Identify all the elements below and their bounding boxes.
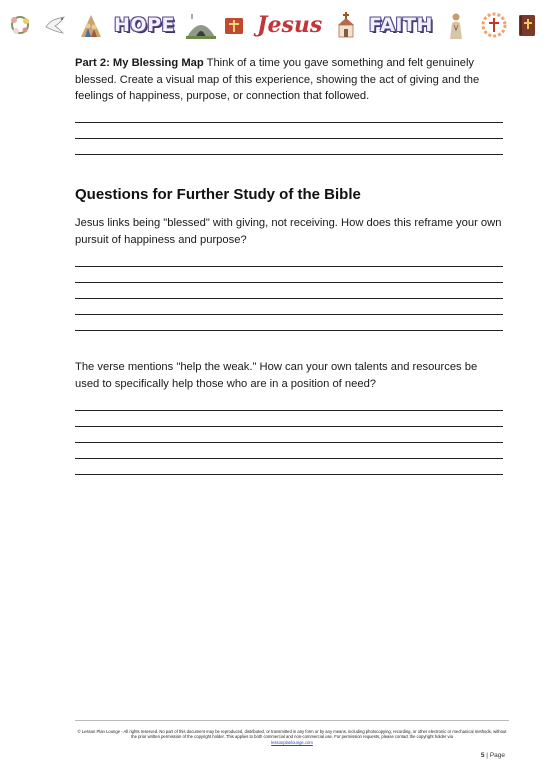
answer-line[interactable] — [75, 474, 503, 475]
part2-paragraph — [75, 55, 503, 105]
footer-copyright — [75, 729, 509, 745]
jesus-word-art: Jesus — [257, 12, 323, 38]
answer-line[interactable] — [75, 314, 503, 315]
answer-line[interactable] — [75, 266, 503, 267]
answer-line[interactable] — [75, 298, 503, 299]
page-label: Page — [489, 752, 505, 759]
section-title: Questions for Further Study of the Bible — [75, 186, 361, 203]
answer-line[interactable] — [75, 442, 503, 443]
dove-icon — [43, 9, 67, 41]
part2-heading: Part 2: My Blessing Map — [75, 57, 204, 69]
section-title-block — [75, 186, 503, 204]
question-1-answer-lines — [75, 266, 503, 331]
answer-line[interactable] — [75, 122, 503, 123]
answer-line[interactable] — [75, 154, 503, 155]
question-2-block — [75, 359, 503, 392]
nativity-icon — [79, 9, 103, 41]
holy-bible-icon — [515, 9, 539, 41]
question-1-block — [75, 215, 503, 248]
footer-divider — [75, 720, 509, 721]
part2-block — [75, 55, 503, 105]
question-1-text: Jesus links being "blessed" with giving, not receiving. How does this reframe your own pursuit of happiness and purpose? — [75, 217, 502, 246]
tomb-icon — [186, 9, 210, 41]
page-number-value: 5 — [480, 752, 485, 759]
copyright-text: © Lesson Plan Lounge - All rights reserved. No part of this document may be reproduced, distributed, or transmitted in any form or by any means, including photocopying, recording, or other electronic or mechanical methods, without the prior written permission of the copyright holder. This applies to both commercial and non-commercial use. For permission requests, please contact the copyright holder via — [77, 729, 507, 740]
flower-wreath-icon — [8, 9, 32, 41]
answer-line[interactable] — [75, 138, 503, 139]
church-icon — [334, 9, 358, 41]
answer-line[interactable] — [75, 282, 503, 283]
bible-cross-icon — [222, 9, 246, 41]
question-2-text: The verse mentions "help the weak." How can your own talents and resources be used to specifically help those who are in a position of need? — [75, 361, 478, 390]
question-2-answer-lines — [75, 410, 503, 475]
hope-word-art: HOPE — [114, 14, 175, 36]
website-link[interactable]: lessonplanlounge.com — [271, 739, 313, 745]
part2-text: Think of a time you gave something and felt genuinely blessed. Create a visual map of this experience, showing the act of giving and the feelings of happiness, purpose, or connection that followed. — [75, 57, 480, 102]
answer-line[interactable] — [75, 458, 503, 459]
answer-line[interactable] — [75, 330, 503, 331]
faith-word-art: FAITH — [368, 14, 433, 36]
page-number: 5 | Page — [480, 752, 505, 759]
praying-figure-icon — [444, 9, 468, 41]
answer-line[interactable] — [75, 410, 503, 411]
answer-line[interactable] — [75, 426, 503, 427]
floral-cross-wreath-icon — [480, 9, 504, 41]
header-banner — [0, 0, 547, 50]
part2-answer-lines — [75, 122, 503, 155]
